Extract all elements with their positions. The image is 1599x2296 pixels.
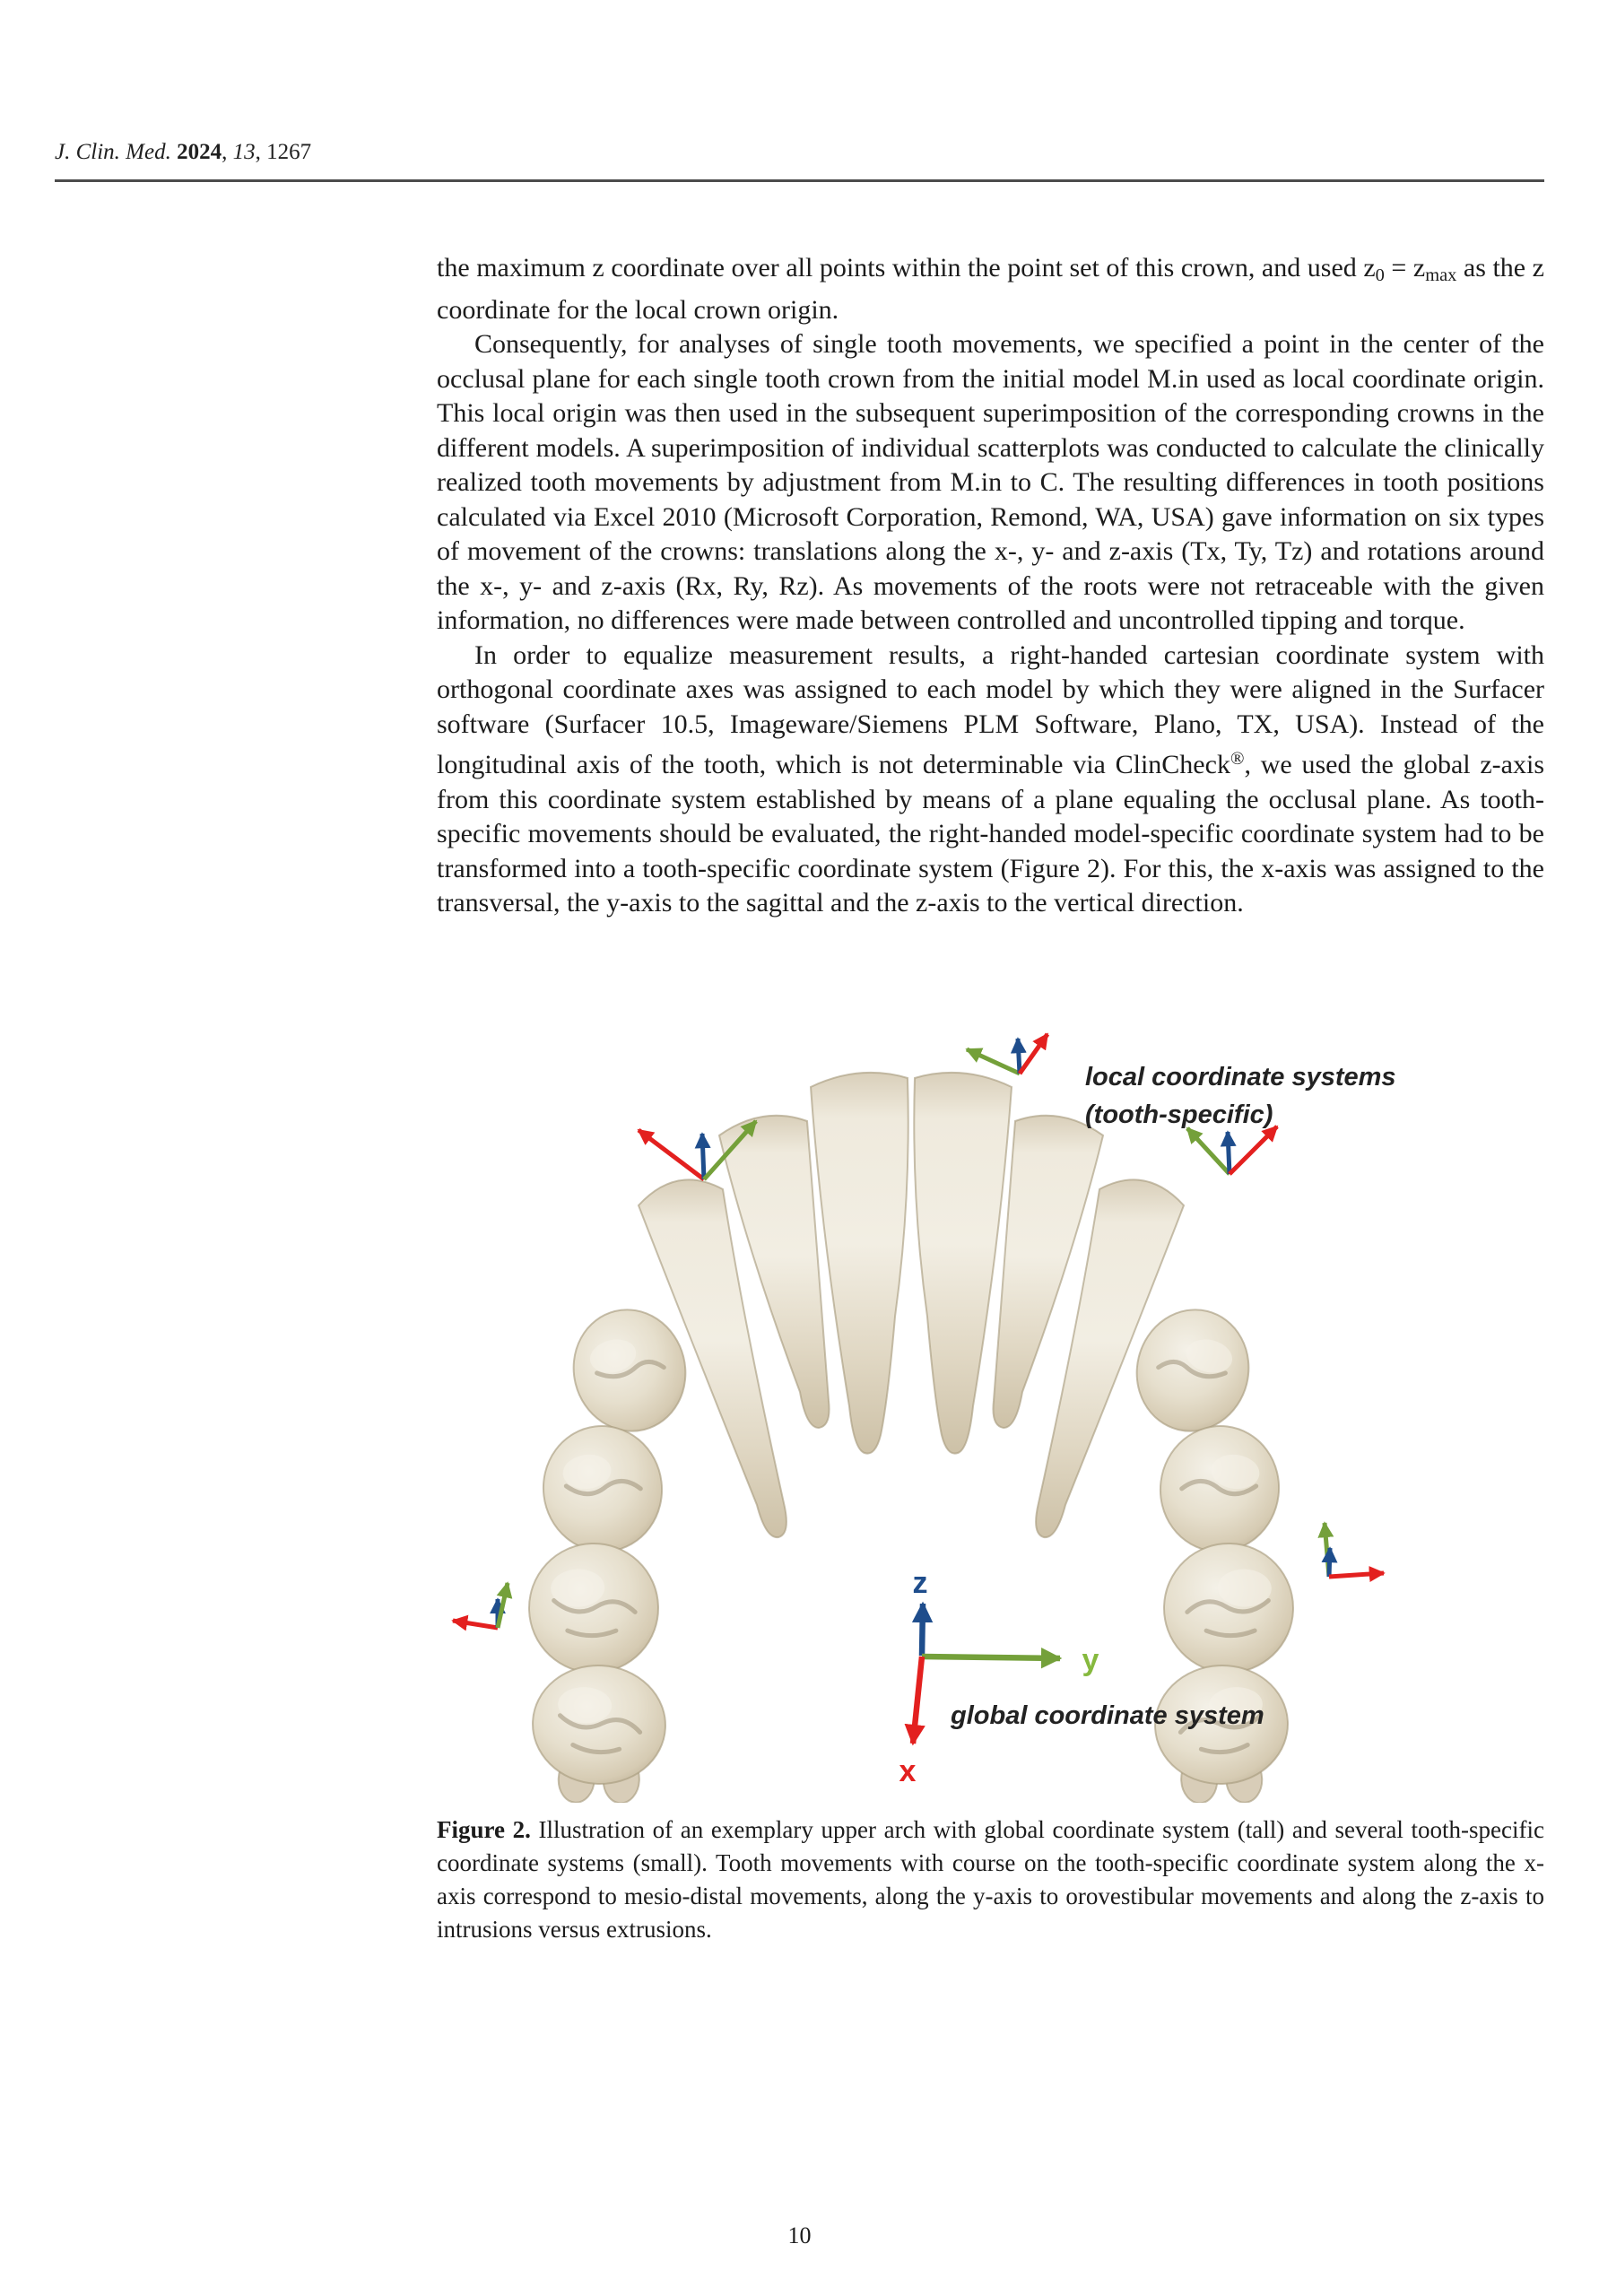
paragraph-movements: Consequently, for analyses of single tooth movements, we specified a point in the center of the occlusal plane for each single tooth crown from the initial model M.in used as local coordinate origin. This local origin was then used in the subsequent superimposition of the corresponding crowns in the different models. A superimposition of individual scatterplots was conducted to calculate the clinically realized tooth movements by adjustment from M.in to C. The resulting differences in tooth positions calculated via Excel 2010 (Microsoft Corporation, Remond, WA, USA) gave information on six types of movement of the crowns: translations along the x-, y- and z-axis (Tx, Ty, Tz) and rotations around the x-, y- and z-axis (Rx, Ry, Rz). As movements of the roots were not retraceable with the given information, no differences were made between controlled and uncontrolled tipping and torque.: [437, 329, 1544, 636]
local-z-arrow: [1228, 1132, 1230, 1174]
global-y-axis-label: y: [1082, 1643, 1099, 1677]
paragraph-coordinate-systems: In order to equalize measurement results, a right-handed cartesian coordinate system with orthogonal coordinate axes was assigned to each model by which they were aligned in the Surfacer software (Surfacer 10.5, Imageware/Siemens PLM Software, Plano, TX, USA). Instead of the longitudinal axis of the tooth, which is not determinable via ClinCheck®, we used the global z-axis from this coordinate system established by means of a plane equaling the occlusal plane. As tooth-specific movements should be evaluated, the right-handed model-specific coordinate system had to be transformed into a tooth-specific coordinate system (Figure 2). For this, the x-axis was assigned to the transversal, the y-axis to the sagittal and the z-axis to the vertical direction.: [437, 639, 1544, 918]
global-y-arrow: [922, 1657, 1060, 1658]
global-z-arrow: [922, 1604, 923, 1656]
local-y-arrow: [967, 1049, 1020, 1074]
local-systems-annotation-line1: local coordinate systems: [1085, 1063, 1396, 1091]
tooth-premolar1-right: [1124, 1298, 1261, 1443]
article-body: [437, 251, 1544, 921]
figure-caption: Figure 2. Illustration of an exemplary upper arch with global coordinate system (tall) and several tooth-specific coordinate systems (small). Tooth movements with course on the tooth-specific coordinate system along the x-axis correspond to mesio-distal movements, along the y-axis to orovestibular movements and along the z-axis to intrusions versus extrusions.: [437, 1816, 1544, 1943]
page-number: 10: [787, 2222, 812, 2248]
global-x-axis-label: x: [899, 1754, 917, 1788]
tooth-premolar2-left: [536, 1419, 669, 1558]
tooth-molar1-right: [1162, 1542, 1296, 1675]
header-rule: [55, 179, 1544, 182]
tooth-molar2-left: [528, 1662, 668, 1803]
local-x-arrow: [1230, 1126, 1277, 1174]
global-system-annotation: global coordinate system: [951, 1701, 1264, 1730]
tooth-premolar1-left: [561, 1298, 698, 1443]
local-z-arrow: [1018, 1039, 1020, 1074]
global-z-axis-label: z: [912, 1566, 928, 1600]
paragraph-continued: the maximum z coordinate over all points within the point set of this crown, and used z0 = zmax as the z coordinate for the local crown origin.: [437, 253, 1544, 325]
global-x-arrow: [913, 1657, 922, 1744]
tooth-premolar2-right: [1153, 1419, 1286, 1558]
local-x-arrow: [1329, 1573, 1384, 1577]
upper-arch-svg: [269, 1030, 1399, 1803]
local-systems-annotation-line2: (tooth-specific): [1085, 1100, 1273, 1129]
local-x-arrow: [453, 1621, 498, 1628]
tooth-molar1-left: [527, 1542, 661, 1675]
local-y-arrow: [1187, 1128, 1230, 1174]
local-x-arrow: [1020, 1034, 1047, 1074]
journal-header: J. Clin. Med. 2024, 13, 1267: [55, 140, 312, 164]
upper-arch-teeth: [527, 1073, 1296, 1803]
local-z-arrow: [702, 1134, 704, 1179]
tooth-molar2-right: [1152, 1662, 1292, 1803]
figure-2-illustration: [269, 1030, 1399, 1803]
local-z-arrow: [1329, 1548, 1330, 1577]
local-x-arrow: [639, 1130, 704, 1179]
